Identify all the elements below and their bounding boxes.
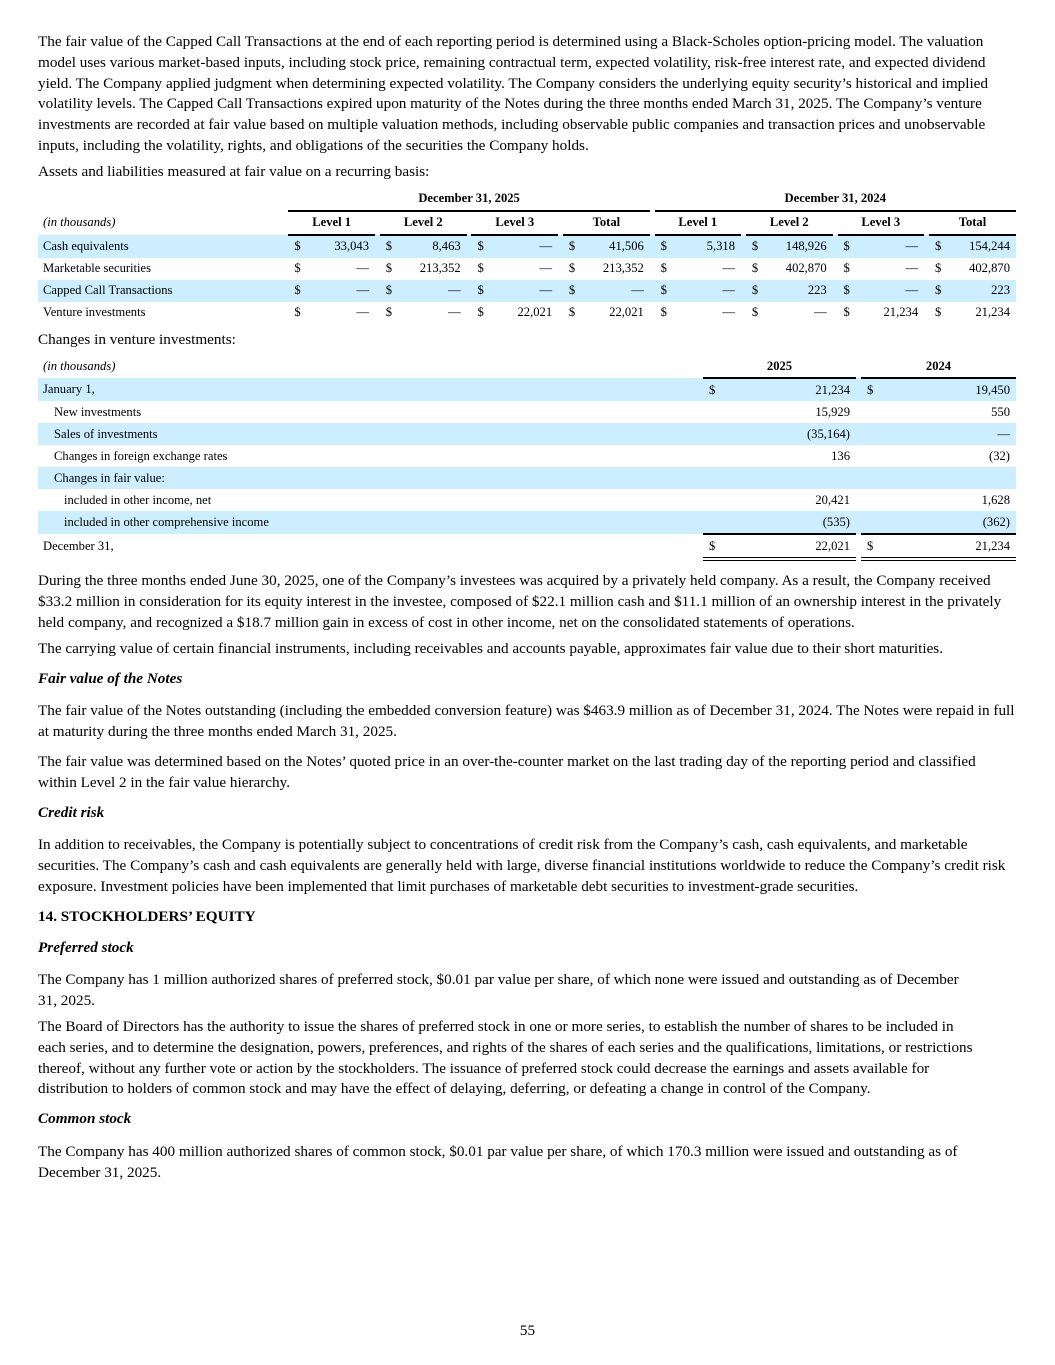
cell-value: 5,318: [706, 239, 736, 254]
currency-symbol: $: [843, 239, 850, 254]
currency-symbol: $: [751, 283, 759, 298]
cell-value: —: [631, 283, 644, 298]
currency-symbol: $: [751, 239, 759, 254]
period-header-2024: December 31, 2024: [655, 188, 1016, 211]
currency-symbol: $: [843, 305, 850, 320]
venture-row: [38, 401, 1016, 423]
row-label: included in other income, net: [64, 492, 212, 507]
cell-value: [723, 467, 856, 489]
cell-value: —: [356, 283, 369, 298]
currency-symbol: $: [385, 283, 393, 298]
row-label: Sales of investments: [54, 426, 158, 441]
fair-value-table: [38, 188, 1016, 324]
currency-symbol: $: [477, 305, 484, 320]
cell-value: (535): [723, 511, 856, 534]
currency-symbol: $: [934, 239, 942, 254]
cell-value: —: [814, 305, 827, 320]
currency-symbol: $: [477, 239, 484, 254]
cell-value: 1,628: [981, 492, 1010, 507]
currency-symbol: [703, 445, 723, 467]
col-header: Level 3: [838, 211, 925, 235]
cell-value: 41,506: [609, 239, 644, 254]
cell-value: (32): [989, 448, 1010, 463]
notes-heading: Fair value of the Notes: [38, 669, 183, 687]
fair-value-row: [38, 302, 1016, 324]
col-header: Total: [929, 211, 1016, 235]
cell-value: —: [356, 305, 369, 320]
intro-paragraph: The fair value of the Capped Call Transactions at the end of each reporting period is determined using a Black-Scholes option-pricing model. The valuation model uses various market-based inputs, including stock price, remaining contractual term, expected volatility, risk-free interest rate, and expected dividend yield. The Company applied judgment when determining expected volatility. The Company considers the underlying equity security’s historical and implied volatility levels. The Capped Call Transactions expired upon maturity of the Notes during the three months ended March 31, 2025. The Company’s venture investments are recorded at fair value based on multiple valuation methods, including observable public companies and transaction prices and unobservable inputs, including the volatility, rights, and obligations of the securities the Company holds.: [38, 33, 988, 154]
cell-value: 223: [807, 283, 827, 298]
acquisition-paragraph: During the three months ended June 30, 2025, one of the Company’s investees was acquired by a privately held company. As a result, the Company received $33.2 million in consideration for its equity interest in the investee, composed of $22.1 million cash and $11.1 million of an ownership interest in the privately held company, and recognized a $18.7 million gain in excess of cost in other income, net on the consolidated statements of operations.: [38, 572, 1002, 631]
cell-value: 402,870: [969, 261, 1010, 276]
fair-value-row: [38, 235, 1016, 258]
currency-symbol: [703, 489, 723, 511]
cell-value: (35,164): [806, 426, 850, 441]
notes-paragraph-2: The fair value was determined based on the Notes’ quoted price in an over-the-counter market on the last trading day of the reporting period and classified within Level 2 in the fair value hierarchy.: [38, 752, 976, 791]
venture-row: [38, 423, 1016, 445]
col-header: Level 1: [655, 211, 741, 235]
currency-symbol: $: [660, 283, 667, 298]
row-label: New investments: [54, 404, 142, 419]
fair-value-row: [38, 258, 1016, 280]
cell-value: 402,870: [785, 261, 827, 276]
cell-value: 21,234: [881, 534, 1016, 559]
venture-investments-table: [38, 355, 1016, 561]
unit-label: (in thousands): [43, 359, 116, 374]
currency-symbol: $: [843, 261, 850, 276]
currency-symbol: $: [934, 261, 942, 276]
currency-symbol: $: [385, 261, 393, 276]
cell-value: 20,421: [815, 492, 850, 507]
currency-symbol: [861, 467, 881, 489]
cell-value: 213,352: [602, 261, 644, 276]
currency-symbol: [703, 423, 723, 445]
cell-value: —: [905, 283, 919, 298]
cell-value: 15,929: [815, 404, 850, 419]
document-page: [38, 32, 1018, 1189]
col-header-2024: 2024: [861, 355, 1016, 378]
venture-row: [38, 534, 1016, 559]
cell-value: 148,926: [785, 239, 827, 254]
preferred-stock-heading: Preferred stock: [38, 938, 134, 956]
preferred-paragraph-1: The Company has 1 million authorized shares of preferred stock, $0.01 par value per share, of which none were issued and outstanding as of December 31, 2025.: [38, 971, 959, 1010]
currency-symbol: $: [934, 305, 942, 320]
cell-value: (362): [881, 511, 1016, 534]
row-label: Cash equivalents: [43, 238, 129, 253]
row-label: Capped Call Transactions: [43, 283, 173, 298]
column-header-row: [38, 211, 1016, 235]
cell-value: —: [722, 305, 736, 320]
currency-symbol: [703, 401, 723, 423]
col-header: Level 2: [746, 211, 833, 235]
cell-value: —: [997, 426, 1010, 441]
currency-symbol: [861, 511, 881, 534]
cell-value: —: [539, 239, 553, 254]
currency-symbol: $: [385, 305, 393, 320]
carrying-value-paragraph: The carrying value of certain financial instruments, including receivables and accounts payable, approximates fair value due to their short maturities.: [38, 639, 944, 657]
currency-symbol: $: [660, 305, 667, 320]
venture-row: [38, 467, 1016, 489]
venture-row: [38, 378, 1016, 401]
currency-symbol: $: [843, 283, 850, 298]
cell-value: —: [539, 261, 553, 276]
preferred-paragraph-2: The Board of Directors has the authority to issue the shares of preferred stock in one or more series, to establish the number of shares to be included in each series, and to determine the designation, powers, preferences, and rights of the shares of each series and the qualifications, limitations, or restrictions thereof, without any further vote or action by the stockholders. The issuance of preferred stock could decrease the earnings and assets available for distribution to holders of common stock and may have the effect of delaying, deferring, or defeating a change in control of the Company.: [38, 1017, 973, 1098]
col-header: Level 2: [380, 211, 467, 235]
cell-value: 19,450: [975, 382, 1010, 397]
col-header: Level 1: [288, 211, 375, 235]
cell-value: 8,463: [432, 239, 461, 254]
row-label: Marketable securities: [43, 261, 152, 276]
currency-symbol: [861, 445, 881, 467]
currency-symbol: [861, 423, 881, 445]
page-number: 55: [519, 1322, 536, 1339]
col-header: Total: [563, 211, 650, 235]
currency-symbol: $: [660, 261, 667, 276]
currency-symbol: $: [294, 283, 301, 298]
currency-symbol: $: [477, 261, 484, 276]
col-header: Level 3: [471, 211, 558, 235]
cell-value: —: [905, 239, 919, 254]
currency-symbol: $: [294, 261, 301, 276]
currency-symbol: $: [751, 305, 759, 320]
currency-symbol: $: [568, 305, 576, 320]
currency-symbol: [703, 511, 723, 534]
equity-heading: 14. STOCKHOLDERS’ EQUITY: [38, 907, 256, 925]
currency-symbol: [861, 401, 881, 423]
period-header-2025: December 31, 2025: [288, 188, 649, 211]
currency-symbol: [861, 489, 881, 511]
credit-risk-paragraph: In addition to receivables, the Company is potentially subject to concentrations of credit risk from the Company’s cash, cash equivalents, and marketable securities. The Company’s cash and cash equivalents are generally held with large, diverse financial institutions worldwide to reduce the Company’s credit risk exposure. Investment policies have been implemented that limit purchases of marketable debt securities to investment-grade securities.: [38, 836, 1006, 895]
cell-value: 550: [991, 404, 1010, 419]
currency-symbol: $: [709, 382, 716, 397]
period-header-row: [38, 188, 1016, 211]
common-stock-paragraph: The Company has 400 million authorized shares of common stock, $0.01 par value per share, of which 170.3 million were issued and outstanding as of December 31, 2025.: [38, 1142, 958, 1181]
venture-row: [38, 445, 1016, 467]
row-label: December 31,: [43, 539, 114, 554]
currency-symbol: $: [294, 305, 301, 320]
cell-value: —: [905, 261, 919, 276]
cell-value: 223: [991, 283, 1010, 298]
fair-value-table-caption: Assets and liabilities measured at fair value on a recurring basis:: [38, 162, 430, 180]
venture-row: [38, 511, 1016, 534]
cell-value: —: [448, 305, 461, 320]
cell-value: 22,021: [609, 305, 644, 320]
cell-value: 213,352: [419, 261, 461, 276]
cell-value: 21,234: [815, 382, 850, 397]
cell-value: 33,043: [334, 239, 369, 254]
row-label: Changes in foreign exchange rates: [54, 448, 228, 463]
currency-symbol: $: [568, 239, 576, 254]
currency-symbol: $: [867, 382, 874, 397]
cell-value: 136: [831, 448, 850, 463]
credit-risk-heading: Credit risk: [38, 803, 105, 821]
cell-value: —: [539, 283, 553, 298]
venture-header-row: [38, 355, 1016, 378]
row-label: Changes in fair value:: [54, 470, 165, 485]
cell-value: 21,234: [975, 305, 1010, 320]
cell-value: 154,244: [969, 239, 1010, 254]
currency-symbol: $: [385, 239, 393, 254]
cell-value: —: [722, 261, 736, 276]
currency-symbol: $: [751, 261, 759, 276]
unit-label: (in thousands): [43, 215, 116, 230]
cell-value: 22,021: [517, 305, 553, 320]
currency-symbol: $: [294, 239, 301, 254]
currency-symbol: $: [703, 534, 723, 559]
cell-value: —: [448, 283, 461, 298]
currency-symbol: $: [660, 239, 667, 254]
common-stock-heading: Common stock: [38, 1110, 132, 1128]
row-label: included in other comprehensive income: [64, 515, 269, 530]
currency-symbol: $: [477, 283, 484, 298]
currency-symbol: $: [861, 534, 881, 559]
currency-symbol: $: [934, 283, 942, 298]
fair-value-row: [38, 280, 1016, 302]
currency-symbol: $: [568, 283, 576, 298]
row-label: Venture investments: [43, 305, 146, 320]
currency-symbol: $: [568, 261, 576, 276]
currency-symbol: [703, 467, 723, 489]
cell-value: 22,021: [723, 534, 856, 559]
notes-paragraph-1: The fair value of the Notes outstanding (including the embedded conversion feature) was $463.9 million as of December 31, 2024. The Notes were repaid in full at maturity during the three months ended March 31, 2025.: [38, 702, 1015, 741]
venture-row: [38, 489, 1016, 511]
venture-table-caption: Changes in venture investments:: [38, 330, 236, 348]
row-label: January 1,: [43, 382, 95, 397]
col-header-2025: 2025: [703, 355, 856, 378]
cell-value: 21,234: [883, 305, 919, 320]
cell-value: —: [722, 283, 736, 298]
cell-value: [881, 467, 1016, 489]
cell-value: —: [356, 261, 369, 276]
